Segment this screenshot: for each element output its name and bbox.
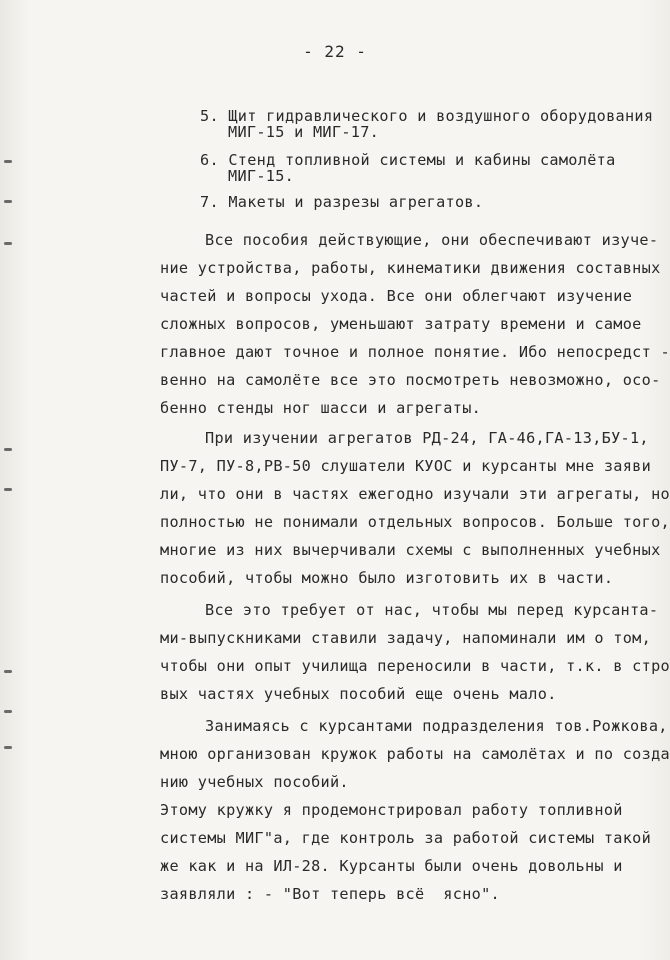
paragraph-line: ние устройства, работы, кинематики движения составных	[160, 259, 661, 277]
paragraph-line: При изучении агрегатов РД-24, ГА-46,ГА-13,БУ-1,	[205, 429, 649, 447]
margin-mark	[4, 200, 12, 203]
margin-mark	[4, 488, 12, 491]
paragraph-line: чтобы они опыт училища переносили в части, т.к. в стро	[160, 657, 670, 675]
list-item-6-line-2: МИГ-15.	[228, 167, 295, 185]
page-number: - 22 -	[303, 42, 367, 61]
list-item-7: 7. Макеты и разрезы агрегатов.	[200, 193, 484, 211]
paragraph-line: Занимаясь с курсантами подразделения тов.Рожкова,	[205, 717, 668, 735]
list-item-5-line-1: 5. Щит гидравлического и воздушного оборудования	[200, 107, 654, 125]
paragraph-line: заявляли : - "Вот теперь всё ясно".	[160, 885, 500, 903]
margin-mark	[4, 242, 12, 245]
paragraph-line: мною организован кружок работы на самолётах и по созда	[160, 745, 670, 763]
paragraph-line: сложных вопросов, уменьшают затрату времени и самое	[160, 315, 642, 333]
paragraph-line: нию учебных пособий.	[160, 773, 349, 791]
paragraph-line: венно на самолёте все это посмотреть невозможно, осо-	[160, 371, 661, 389]
list-item-5-line-2: МИГ-15 и МИГ-17.	[228, 123, 380, 141]
paragraph-line: же как и на ИЛ-28. Курсанты были очень довольны и	[160, 857, 623, 875]
paragraph-line: полностью не понимали отдельных вопросов. Больше того,	[160, 513, 670, 531]
paragraph-line: бенно стенды ног шасси и агрегаты.	[160, 399, 482, 417]
paragraph-line: Все это требует от нас, чтобы мы перед курсанта-	[205, 601, 659, 619]
paragraph-line: системы МИГ"а, где контроль за работой системы такой	[160, 829, 652, 847]
margin-mark	[4, 710, 12, 713]
paragraph-line: главное дают точное и полное понятие. Ибо непосредст -	[160, 343, 670, 361]
margin-mark	[4, 448, 12, 451]
paragraph-line: ли, что они в частях ежегодно изучали эти агрегаты, но	[160, 485, 670, 503]
paragraph-line: Все пособия действующие, они обеспечивают изуче-	[205, 231, 659, 249]
margin-mark	[4, 160, 12, 163]
paragraph-line: ми-выпускниками ставили задачу, напоминали им о том,	[160, 629, 652, 647]
paragraph-line: пособий, чтобы можно было изготовить их в части.	[160, 569, 614, 587]
margin-mark	[4, 746, 12, 749]
paragraph-line: многие из них вычерчивали схемы с выполненных учебных	[160, 541, 661, 559]
paragraph-line: вых частях учебных пособий еще очень мало.	[160, 685, 557, 703]
margin-mark	[4, 670, 12, 673]
paragraph-line: Этому кружку я продемонстрировал работу топливной	[160, 801, 623, 819]
paragraph-line: частей и вопросы ухода. Все они облегчают изучение	[160, 287, 633, 305]
paragraph-line: ПУ-7, ПУ-8,РВ-50 слушатели КУОС и курсанты мне заяви	[160, 457, 652, 475]
list-item-6-line-1: 6. Стенд топливной системы и кабины самолёта	[200, 151, 616, 169]
